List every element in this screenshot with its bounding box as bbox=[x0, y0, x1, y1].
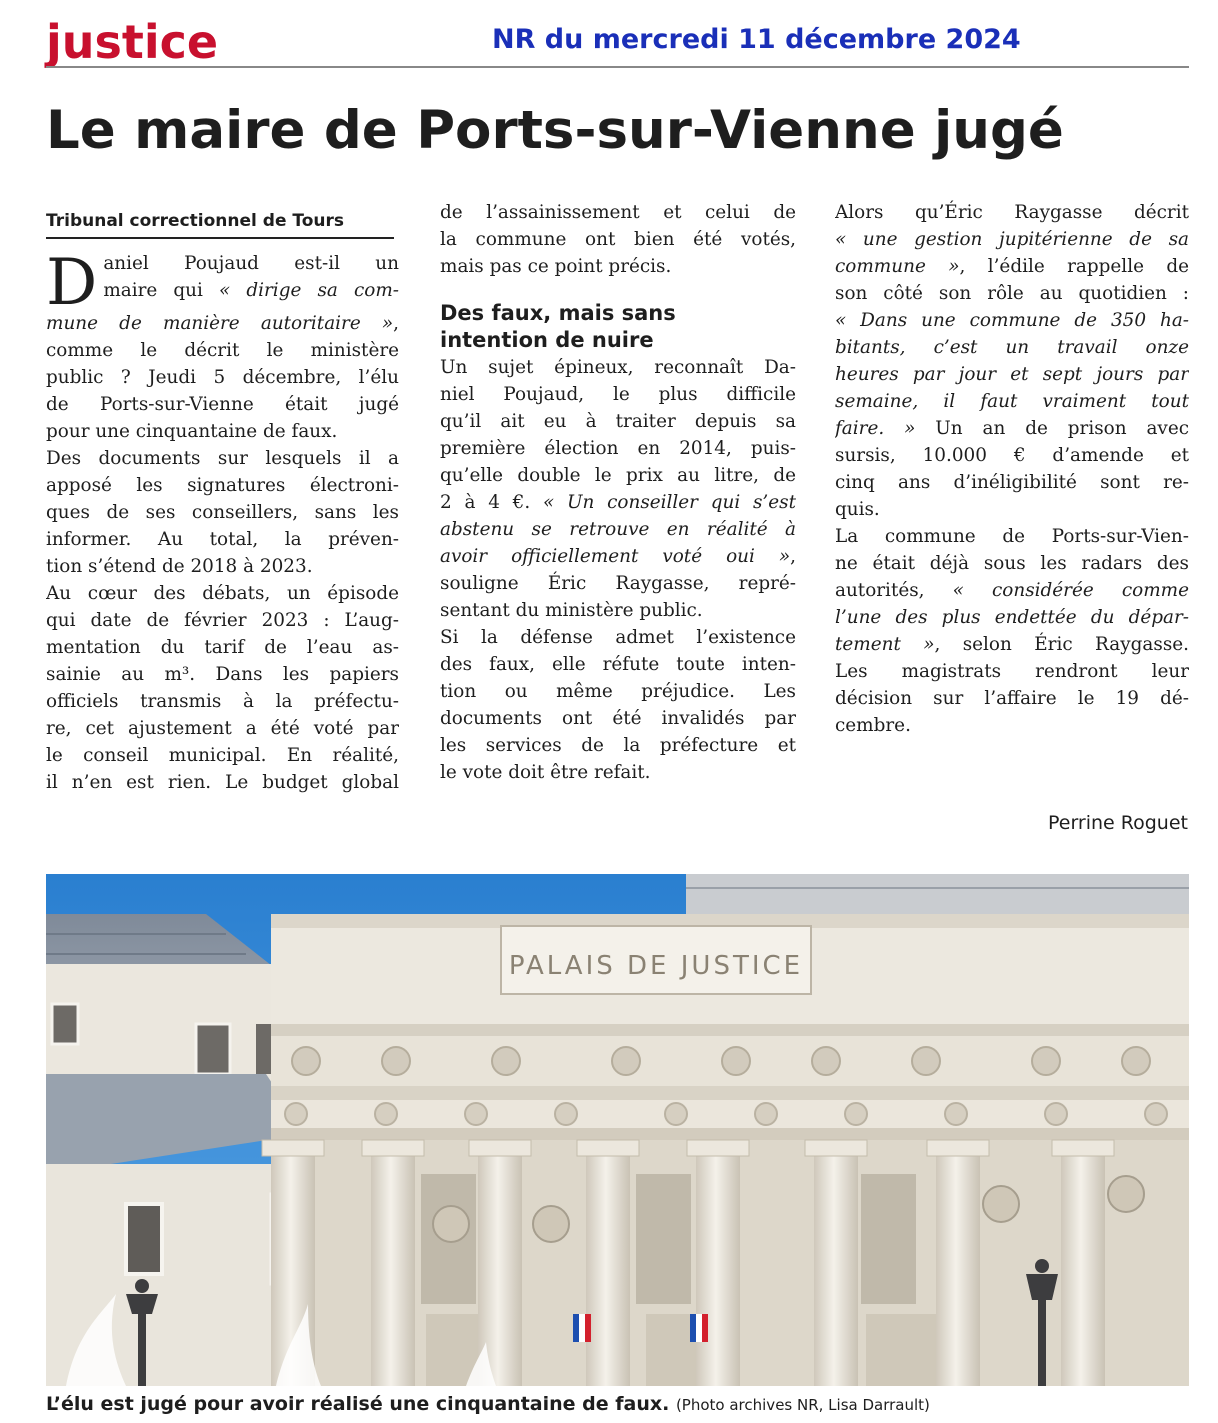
text-line: de l’assainissement et celui de bbox=[440, 202, 796, 223]
text-line: Des documents sur lesquels il a bbox=[46, 448, 399, 469]
text-line: les services de la préfecture et bbox=[440, 735, 796, 756]
text-line: apposé les signatures électroni- bbox=[46, 475, 399, 496]
text-line: Alors qu’Éric Raygasse décrit bbox=[835, 202, 1189, 223]
section-rubric: justice bbox=[46, 15, 219, 69]
text-line: l’une des plus endettée du dépar- bbox=[835, 607, 1189, 628]
text-line: Les magistrats rendront leur bbox=[835, 661, 1189, 682]
text-line: sentant du ministère public. bbox=[440, 600, 703, 621]
caption-text: L’élu est jugé pour avoir réalisé une cinquantaine de faux. bbox=[46, 1393, 670, 1415]
text-line: sainie au m³. Dans les papiers bbox=[46, 664, 399, 685]
text-line: tion ou même préjudice. Les bbox=[440, 681, 796, 702]
text-line: avoir officiellement voté oui », bbox=[440, 546, 796, 567]
text-line: mais pas ce point précis. bbox=[440, 256, 672, 277]
text-line: il n’en est rien. Le budget global bbox=[46, 772, 399, 793]
drop-cap: D bbox=[46, 246, 98, 320]
text-line: des faux, elle réfute toute inten- bbox=[440, 654, 796, 675]
text-line: tion s’étend de 2018 à 2023. bbox=[46, 556, 313, 577]
article-column-2 bbox=[440, 199, 796, 786]
text-line: cinq ans d’inéligibilité sont re- bbox=[835, 472, 1189, 493]
text-line: autorités, « considérée comme bbox=[835, 580, 1189, 601]
article-subhead bbox=[440, 300, 796, 354]
article-byline: Perrine Roguet bbox=[1047, 812, 1188, 834]
text-line: son côté son rôle au quotidien : bbox=[835, 283, 1189, 304]
text-line: documents ont été invalidés par bbox=[440, 708, 796, 729]
text-line: public ? Jeudi 5 décembre, l’élu bbox=[46, 367, 399, 388]
article-kicker: Tribunal correctionnel de Tours bbox=[46, 208, 394, 239]
subhead-line: Des faux, mais sans bbox=[440, 301, 676, 325]
text-line: Au cœur des débats, un épisode bbox=[46, 583, 399, 604]
article-column-1 bbox=[46, 246, 399, 796]
text-line: « Dans une commune de 350 ha- bbox=[835, 310, 1189, 331]
article-column-3 bbox=[835, 199, 1189, 739]
text-line: de Ports-sur-Vienne était jugé bbox=[46, 394, 399, 415]
text-line: tement », selon Éric Raygasse. bbox=[835, 634, 1189, 655]
text-line: aniel Poujaud est-il un bbox=[103, 253, 399, 274]
text-line: le conseil municipal. En réalité, bbox=[46, 745, 399, 766]
text-line: officiels transmis à la préfectu- bbox=[46, 691, 399, 712]
text-line: quis. bbox=[835, 499, 880, 520]
text-line: La commune de Ports-sur-Vien- bbox=[835, 526, 1189, 547]
text-line: mune de manière autoritaire », bbox=[46, 313, 399, 334]
text-line: maire qui « dirige sa com- bbox=[103, 280, 399, 301]
text-line: ques de ses conseillers, sans les bbox=[46, 502, 399, 523]
text-line: pour une cinquantaine de faux. bbox=[46, 421, 338, 442]
text-line: informer. Au total, la préven- bbox=[46, 529, 399, 550]
text-line: commune », l’édile rappelle de bbox=[835, 256, 1189, 277]
text-line: heures par jour et sept jours par bbox=[835, 364, 1189, 385]
header-rule bbox=[46, 66, 1189, 68]
subhead-line: intention de nuire bbox=[440, 328, 654, 352]
text-line: semaine, il faut vraiment tout bbox=[835, 391, 1189, 412]
text-line: comme le décrit le ministère bbox=[46, 340, 399, 361]
text-line: « une gestion jupitérienne de sa bbox=[835, 229, 1189, 250]
text-line: bitants, c’est un travail onze bbox=[835, 337, 1189, 358]
text-line: la commune ont bien été votés, bbox=[440, 229, 796, 250]
text-line: Si la défense admet l’existence bbox=[440, 627, 796, 648]
text-line: sursis, 10.000 € d’amende et bbox=[835, 445, 1189, 466]
text-line: première élection en 2014, puis- bbox=[440, 438, 796, 459]
text-line: mentation du tarif de l’eau as- bbox=[46, 637, 399, 658]
text-line: Un sujet épineux, reconnaît Da- bbox=[440, 357, 796, 378]
edition-date: NR du mercredi 11 décembre 2024 bbox=[492, 24, 1021, 55]
courthouse-illustration bbox=[46, 874, 1189, 1386]
text-line: 2 à 4 €. « Un conseiller qui s’est bbox=[440, 492, 796, 513]
palais-inscription: PALAIS DE JUSTICE bbox=[508, 951, 804, 981]
text-line: ne était déjà sous les radars des bbox=[835, 553, 1189, 574]
text-line: abstenu se retrouve en réalité à bbox=[440, 519, 796, 540]
text-line: qu’elle double le prix au litre, de bbox=[440, 465, 796, 486]
text-line: re, cet ajustement a été voté par bbox=[46, 718, 399, 739]
photo-caption bbox=[46, 1390, 930, 1419]
text-line: faire. » Un an de prison avec bbox=[835, 418, 1189, 439]
photo-credit: (Photo archives NR, Lisa Darrault) bbox=[675, 1396, 930, 1414]
text-line: cembre. bbox=[835, 715, 911, 736]
text-line: souligne Éric Raygasse, repré- bbox=[440, 573, 796, 594]
text-line: qu’il ait eu à traiter depuis sa bbox=[440, 411, 796, 432]
text-line: niel Poujaud, le plus difficile bbox=[440, 384, 796, 405]
courthouse-photo bbox=[46, 874, 1189, 1386]
text-line: décision sur l’affaire le 19 dé- bbox=[835, 688, 1189, 709]
text-line: le vote doit être refait. bbox=[440, 762, 651, 783]
text-line: qui date de février 2023 : L’aug- bbox=[46, 610, 399, 631]
article-headline: Le maire de Ports-sur-Vienne jugé bbox=[46, 100, 1064, 161]
